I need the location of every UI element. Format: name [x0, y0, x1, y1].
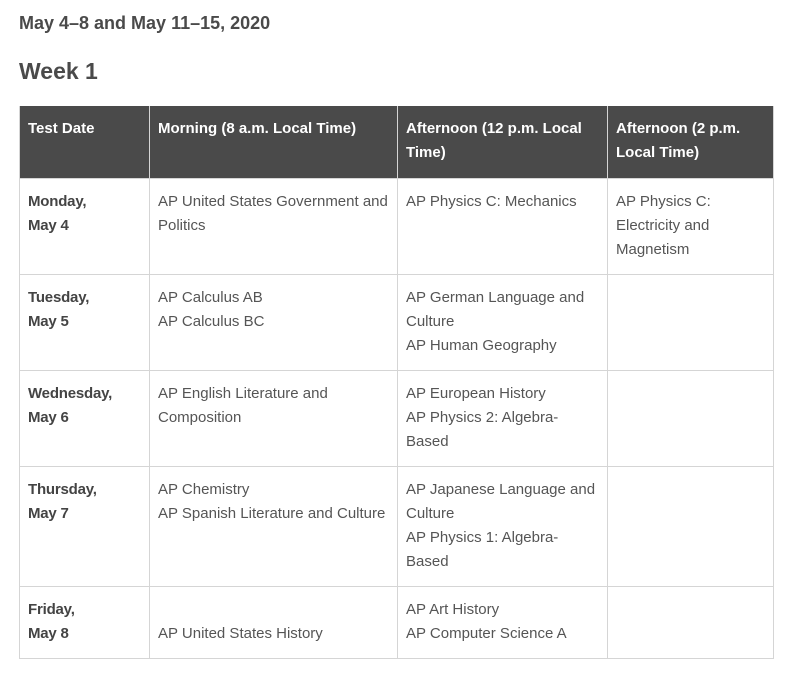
exam-name: AP Calculus BC	[158, 312, 265, 330]
date-label: May 5	[28, 312, 69, 330]
header-test-date: Test Date	[20, 106, 150, 178]
exam-name: AP Physics 1: Algebra-Based	[406, 528, 559, 570]
header-afternoon-12pm: Afternoon (12 p.m. Local Time)	[398, 106, 608, 178]
exam-name: AP Chemistry	[158, 480, 250, 498]
afternoon-2pm-cell	[608, 586, 774, 658]
date-range-heading: May 4–8 and May 11–15, 2020	[19, 13, 271, 33]
day-label: Wednesday,	[28, 384, 113, 402]
exam-name: AP Spanish Literature and Culture	[158, 504, 386, 522]
test-date-cell	[20, 178, 150, 274]
date-label: May 6	[28, 408, 69, 426]
exam-name: AP English Literature and Composition	[158, 384, 328, 426]
table-row	[20, 586, 774, 658]
test-date-cell	[20, 586, 150, 658]
afternoon-2pm-cell	[608, 178, 774, 274]
table-row	[20, 178, 774, 274]
day-label: Monday,	[28, 192, 87, 210]
table-row	[20, 370, 774, 466]
afternoon-12pm-cell	[398, 370, 608, 466]
afternoon-2pm-cell	[608, 370, 774, 466]
exam-name: AP Computer Science A	[406, 624, 567, 642]
exam-name: AP United States History	[158, 624, 323, 642]
exam-name: AP Calculus AB	[158, 288, 263, 306]
exam-name: AP Japanese Language and Culture	[406, 480, 596, 522]
exam-name: AP Physics C: Mechanics	[406, 192, 577, 210]
day-label: Tuesday,	[28, 288, 90, 306]
afternoon-12pm-cell	[398, 586, 608, 658]
exam-name: AP Human Geography	[406, 336, 557, 354]
afternoon-12pm-cell	[398, 466, 608, 586]
header-morning: Morning (8 a.m. Local Time)	[150, 106, 398, 178]
date-label: May 4	[28, 216, 69, 234]
exam-name: AP European History	[406, 384, 546, 402]
afternoon-2pm-cell	[608, 466, 774, 586]
table-row	[20, 466, 774, 586]
table-header-row	[20, 106, 774, 178]
test-date-cell	[20, 274, 150, 370]
exam-name: AP Physics 2: Algebra-Based	[406, 408, 559, 450]
table-row	[20, 274, 774, 370]
morning-cell	[150, 178, 398, 274]
exam-name: AP United States Government and Politics	[158, 192, 388, 234]
date-label: May 7	[28, 504, 69, 522]
week-title: Week 1	[19, 58, 98, 84]
date-label: May 8	[28, 624, 69, 642]
afternoon-2pm-cell	[608, 274, 774, 370]
morning-cell	[150, 586, 398, 658]
exam-name: AP Art History	[406, 600, 500, 618]
exam-name: AP Physics C: Electricity and Magnetism	[616, 192, 711, 258]
exam-schedule-table	[19, 106, 774, 659]
test-date-cell	[20, 466, 150, 586]
day-label: Friday,	[28, 600, 75, 618]
afternoon-12pm-cell	[398, 178, 608, 274]
morning-cell	[150, 370, 398, 466]
day-label: Thursday,	[28, 480, 97, 498]
afternoon-12pm-cell	[398, 274, 608, 370]
morning-cell	[150, 274, 398, 370]
exam-name: AP German Language and Culture	[406, 288, 585, 330]
morning-cell	[150, 466, 398, 586]
test-date-cell	[20, 370, 150, 466]
header-afternoon-2pm: Afternoon (2 p.m. Local Time)	[608, 106, 774, 178]
